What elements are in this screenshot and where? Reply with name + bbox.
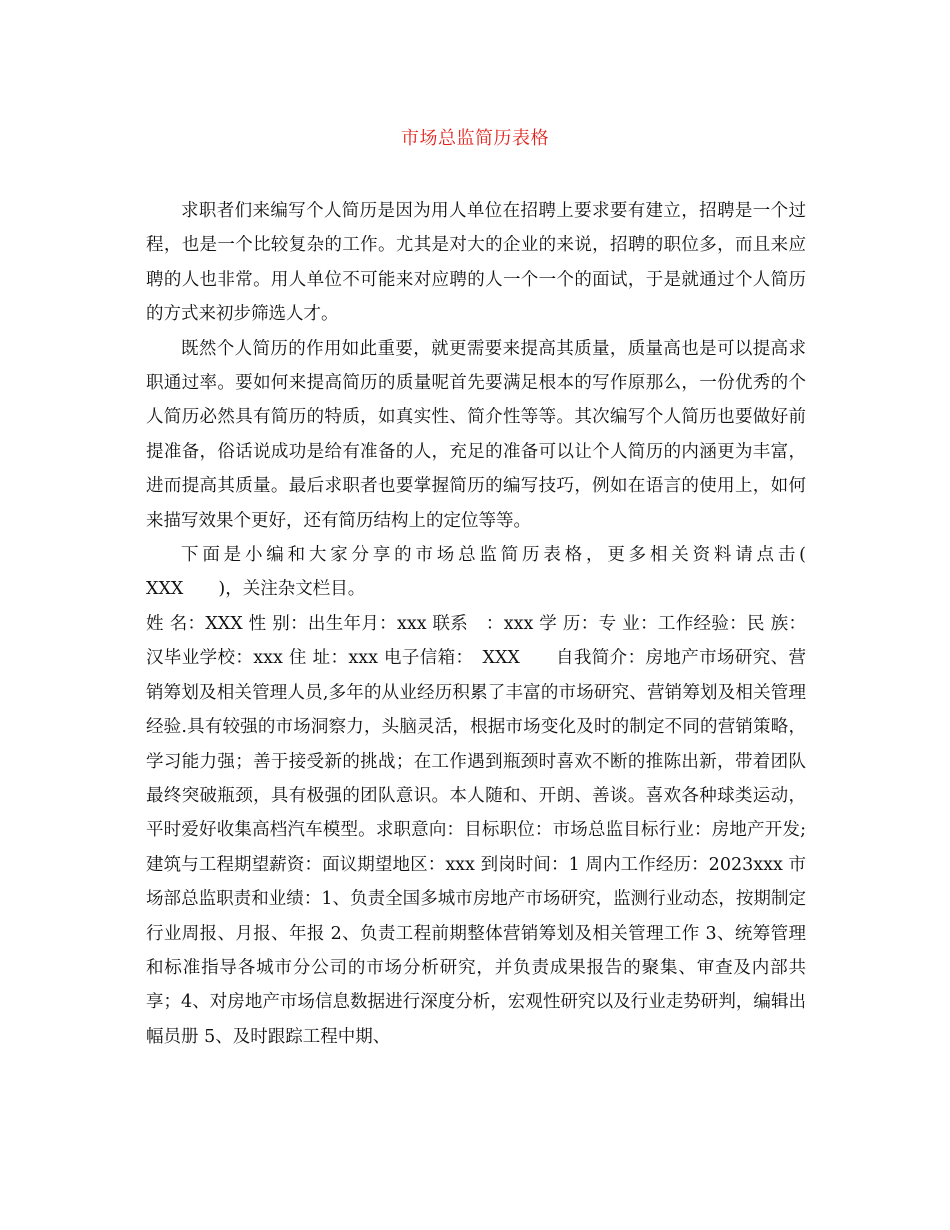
- paragraph-intro: 求职者们来编写个人简历是因为用人单位在招聘上要求要有建立，招聘是一个过程，也是一个比较复杂的工作。尤其是对大的企业的来说，招聘的职位多，而且来应聘的人也非常。用人单位不可能来对应聘的人一个一个的面试，于是就通过个人简历的方式来初步筛选人才。: [146, 201, 806, 325]
- paragraph-importance: 既然个人简历的作用如此重要，就更需要来提高其质量，质量高也是可以提高求职通过率。要如何来提高简历的质量呢首先要满足根本的写作原那么，一份优秀的个人简历必然具有简历的特质，如真实性、简介性等等。其次编写个人简历也要做好前提准备，俗话说成功是给有准备的人，充足的准备可以让个人简历的内涵更为丰富，进而提高其质量。最后求职者也要掌握简历的编写技巧，例如在语言的使用上，如何来描写效果个更好，还有简历结构上的定位等等。: [146, 338, 806, 531]
- resume-details: 姓 名：XXX 性 别：出生年月：xxx 联系 ：xxx 学 历：专 业：工作经验：民 族：汉毕业学校：xxx 住 址：xxx 电子信箱： XXX 自我简介：房地产市场研究、营销筹划及相关管理人员,多年的从业经历积累了丰富的市场研究、营销筹划及相关管理经验.具有较强的市场洞察力，头脑灵活，根据市场变化及时的制定不同的营销策略，学习能力强；善于接受新的挑战；在工作遇到瓶颈时喜欢不断的推陈出新，带着团队最终突破瓶颈，具有极强的团队意识。本人随和、开朗、善谈。喜欢各种球类运动，平时爱好收集高档汽车模型。求职意向：目标职位：市场总监目标行业：房地产开发;建筑与工程期望薪资：面议期望地区：xxx 到岗时间：1 周内工作经历：2023xxx 市场部总监职责和业绩：1、负责全国多城市房地产市场研究，监测行业动态，按期制定行业周报、月报、年报 2、负责工程前期整体营销筹划及相关管理工作 3、统筹管理和标准指导各城市分公司的市场分析研究，并负责成果报告的聚集、审查及内部共享；4、对房地产市场信息数据进行深度分析，宏观性研究以及行业走势研判，编辑出幅员册 5、及时跟踪工程中期、: [146, 613, 806, 1047]
- document-body: [146, 194, 841, 1054]
- paragraph-share: 下面是小编和大家分享的市场总监简历表格，更多相关资料请点击( XXX )，关注杂文栏目。: [146, 545, 841, 600]
- page-title: 市场总监简历表格: [401, 128, 549, 149]
